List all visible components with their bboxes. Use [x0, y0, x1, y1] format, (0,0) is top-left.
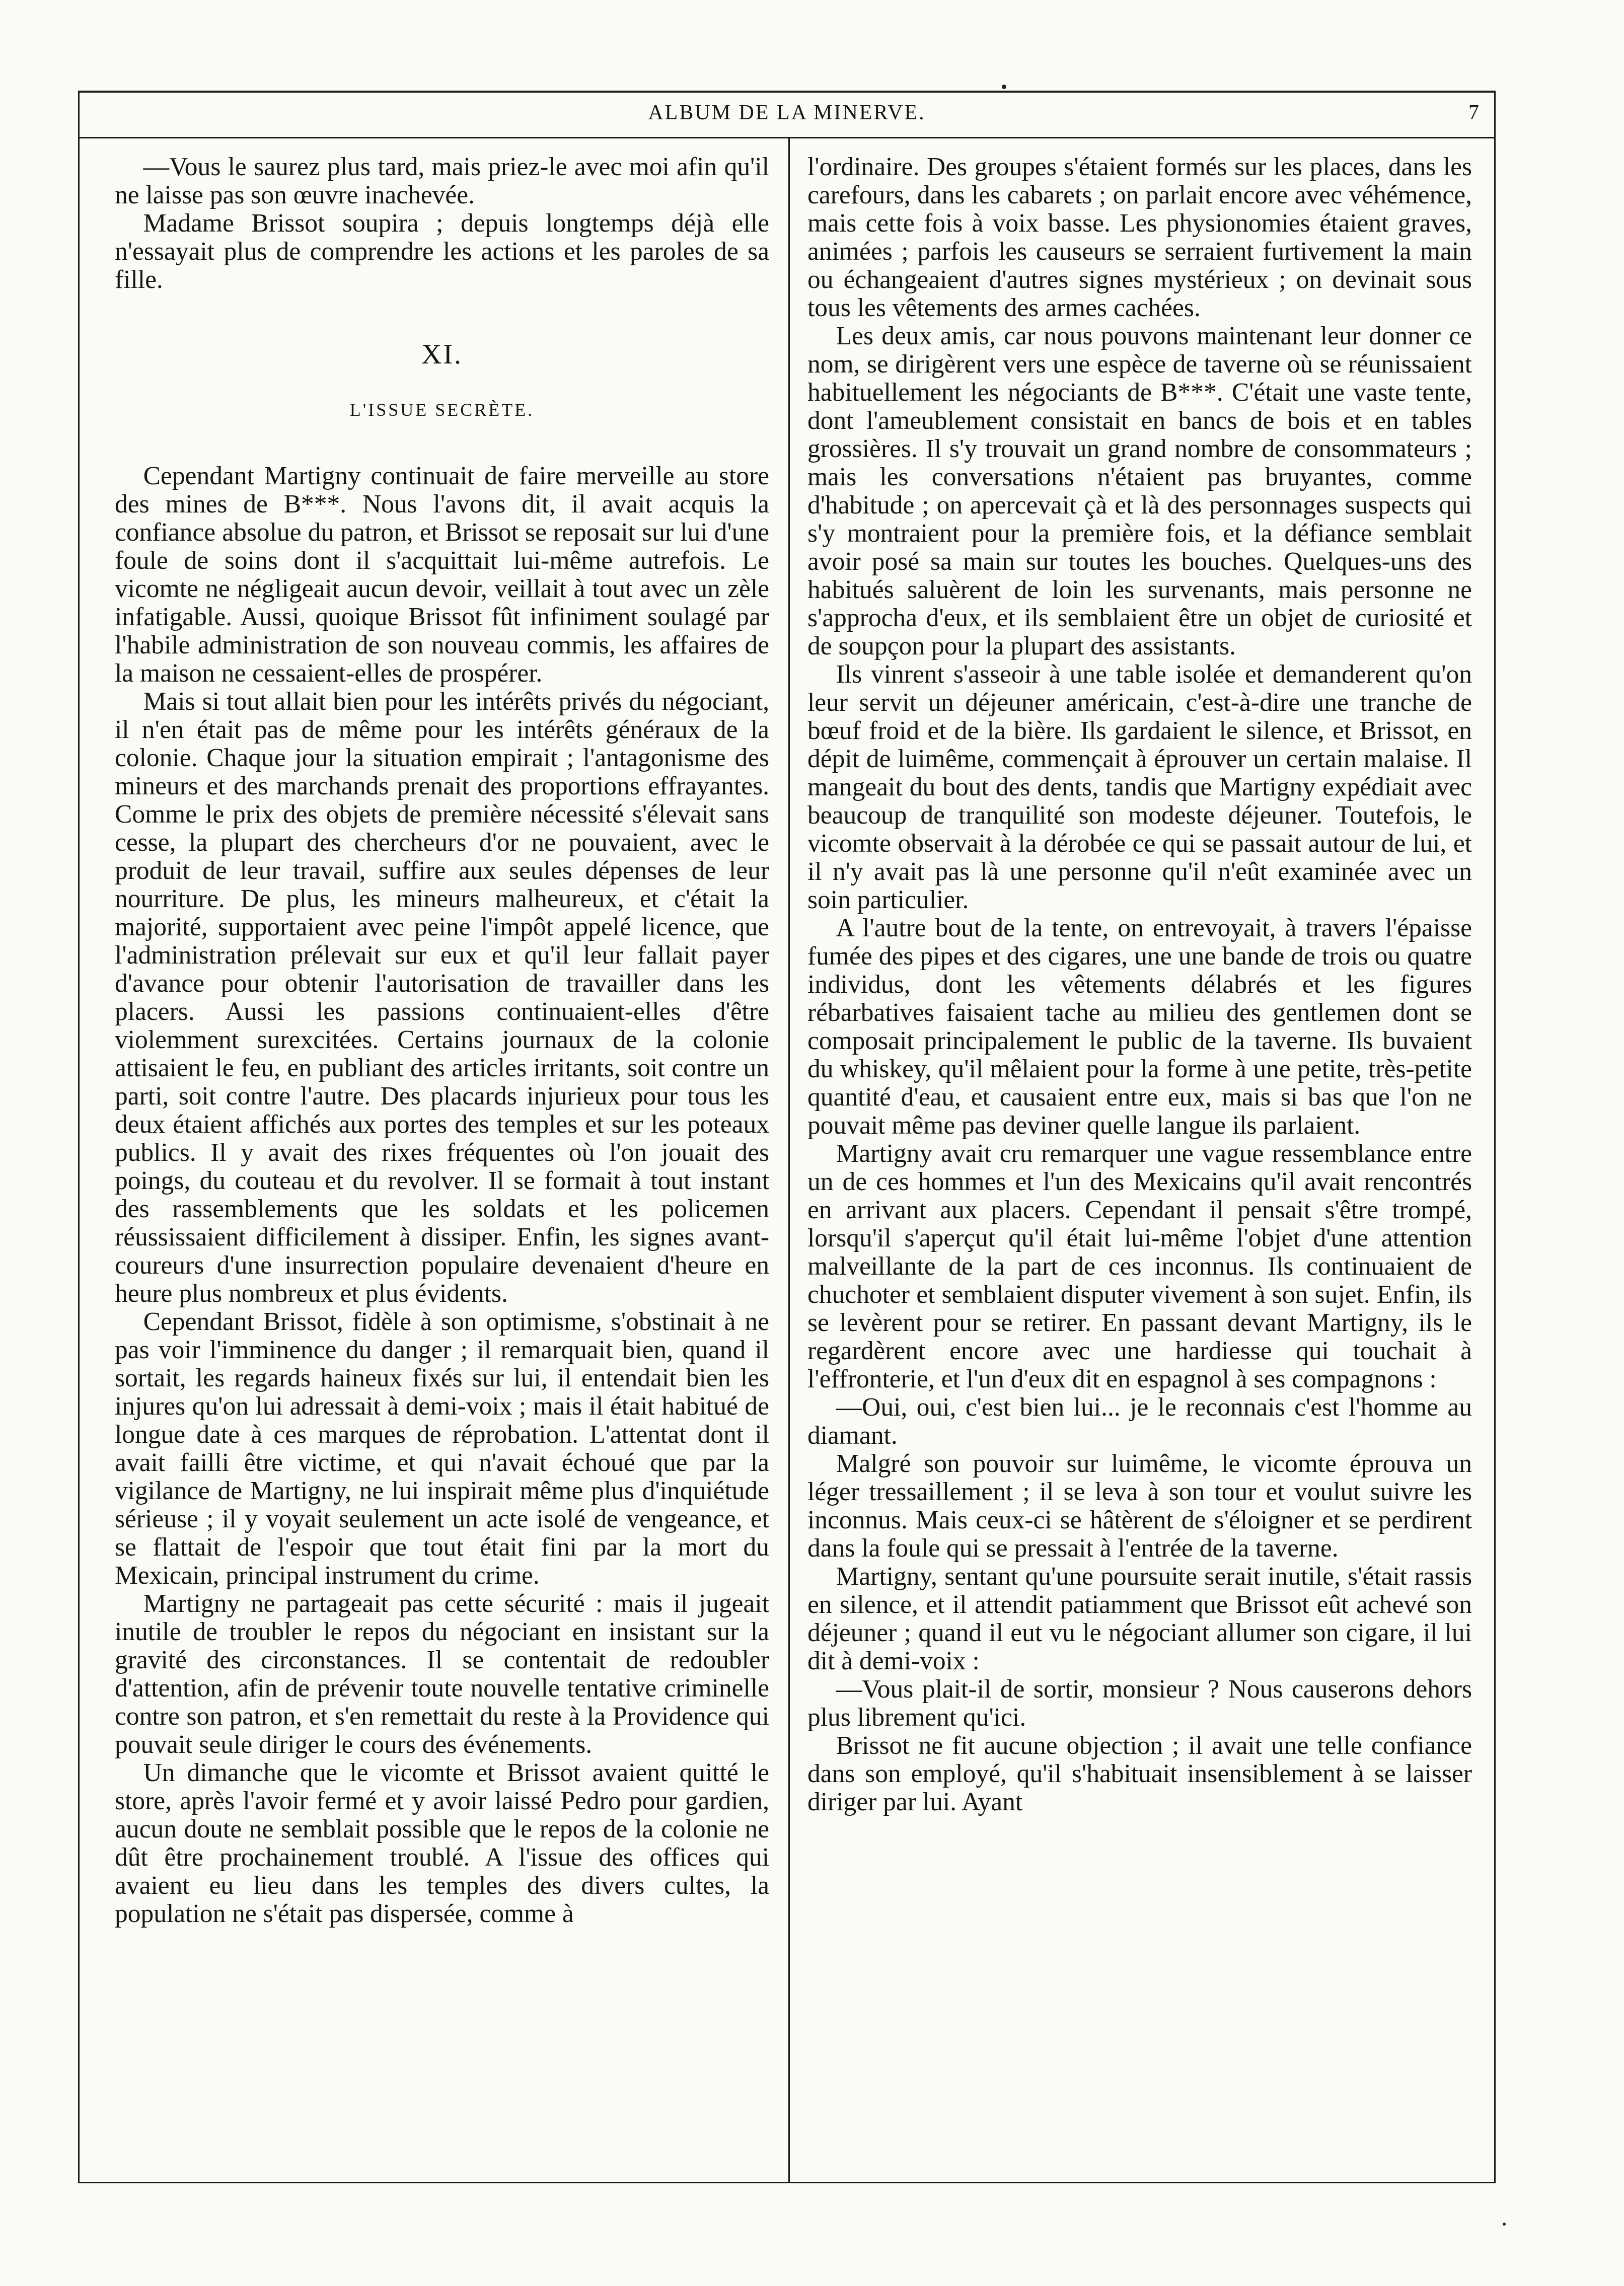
chapter-number: XI. — [421, 339, 463, 370]
paragraph: Martigny avait cru remarquer une vague ressemblance entre un de ces hommes et l'un des Mexicains qu'il avait rencontrés en arrivant aux placers. Cependant il pensait s'être trompé, lorsqu'il s'aperçut qu'il était lui-même l'objet d'une attention malveillante de la part de ces inconnus. Ils continuaient de chuchoter et semblaient disputer vivement à son sujet. Enfin, ils se levèrent pour se retirer. En passant devant Martigny, ils le regardèrent encore avec une hardiesse qui touchait à l'effronterie, et l'un d'eux dit en espagnol à ses compagnons : — [807, 1139, 1472, 1393]
paragraph: A l'autre bout de la tente, on entrevoyait, à travers l'épaisse fumée des pipes et des cigares, une une bande de trois ou quatre individus, dont les vêtements délabrés et les figures rébarbatives faisaient tache au milieu des gentlemen dont se composait principalement le public de la taverne. Ils buvaient du whiskey, qu'il mêlaient pour la forme à une petite, très-petite quantité d'eau, et causaient entre eux, mais si bas que l'on ne pouvait même pas deviner quelle langue ils parlaient. — [807, 914, 1472, 1140]
right-column — [807, 153, 1472, 2152]
left-column — [115, 153, 769, 2152]
column-divider — [788, 138, 790, 2182]
paragraph: Martigny ne partageait pas cette sécurité : mais il jugeait inutile de troubler le repos du négociant en insistant sur la gravité des circonstances. Il se contentait de redoubler d'attention, afin de prévenir toute nouvelle tentative criminelle contre son patron, et s'en remettait du reste à la Providence qui pouvait seule diriger le cours des événements. — [115, 1589, 769, 1759]
paragraph: Les deux amis, car nous pouvons maintenant leur donner ce nom, se dirigèrent vers une espèce de taverne où se réunissaient habituellement les négociants de B***. C'était une vaste tente, dont l'ameublement consistait en bancs de bois et en tables grossières. Il s'y trouvait un grand nombre de consommateurs ; mais les conversations n'étaient pas bruyantes, comme d'habitude ; on apercevait çà et là des personnages suspects qui s'y montraient pour la première fois, et la défiance semblait avoir posé sa main sur toutes les bouches. Quelques-uns des habitués saluèrent de loin les survenants, mais personne ne s'approcha d'eux, et ils semblaient être un objet de curiosité et de soupçon pour la plupart des assistants. — [807, 322, 1472, 660]
paragraph: —Oui, oui, c'est bien lui... je le reconnais c'est l'homme au diamant. — [807, 1393, 1472, 1450]
paragraph-continuation: l'ordinaire. Des groupes s'étaient formés sur les places, dans les carefours, dans les cabarets ; on parlait encore avec véhémence, mais cette fois à voix basse. Les physionomies étaient graves, animées ; parfois les causeurs se serraient furtivement la main ou échangeaient d'autres signes mystérieux ; on devinait sous tous les vêtements des armes cachées. — [807, 153, 1472, 322]
paragraph: Un dimanche que le vicomte et Brissot avaient quitté le store, après l'avoir fermé et y avoir laissé Pedro pour gardien, aucun doute ne semblait possible que le repos de la colonie ne dût être prochainement troublé. A l'issue des offices qui avaient eu lieu dans les temples des divers cultes, la population ne s'était pas dispersée, comme à — [115, 1758, 769, 1928]
paragraph: Brissot ne fit aucune objection ; il avait une telle confiance dans son employé, qu'il s'habituait insensiblement à se laisser diriger par lui. Ayant — [807, 1731, 1472, 1816]
paragraph: Martigny, sentant qu'une poursuite serait inutile, s'était rassis en silence, et il attendit patiamment que Brissot eût achevé son déjeuner ; quand il eut vu le négociant allumer son cigare, il lui dit à demi-voix : — [807, 1562, 1472, 1675]
paragraph: Mais si tout allait bien pour les intérêts privés du négociant, il n'en était pas de même pour les intérêts généraux de la colonie. Chaque jour la situation empirait ; l'antagonisme des mineurs et des marchands prenait des proportions effrayantes. Comme le prix des objets de première nécessité s'élevait sans cesse, la plupart des chercheurs d'or ne pouvaient, avec le produit de leur travail, suffire aux seules dépenses de leur nourriture. De plus, les mineurs malheureux, et c'était la majorité, supportaient avec peine l'impôt appelé licence, que l'administration prélevait sur eux et qu'il leur fallait payer d'avance pour obtenir l'autorisation de travailler dans les placers. Aussi les passions continuaient-elles d'être violemment surexcitées. Certains journaux de la colonie attisaient le feu, en publiant des articles irritants, soit contre un parti, soit contre l'autre. Des placards injurieux pour tous les deux étaient affichés aux portes des temples et sur les poteaux publics. Il y avait des rixes fréquentes où l'on jouait des poings, du couteau et du revolver. Il se formait à tout instant des rassemblements que les soldats et les policemen réussissaient difficilement à dissiper. Enfin, les signes avant-coureurs d'une insurrection populaire devenaient d'heure en heure plus nombreux et plus évidents. — [115, 687, 769, 1308]
paragraph: Madame Brissot soupira ; depuis longtemps déjà elle n'essayait plus de comprendre les actions et les paroles de sa fille. — [115, 209, 769, 294]
ink-speck — [1002, 85, 1006, 89]
chapter-title: L'ISSUE SECRÈTE. — [349, 400, 535, 420]
paragraph: Ils vinrent s'asseoir à une table isolée et demanderent qu'on leur servit un déjeuner américain, c'est-à-dire une tranche de bœuf froid et de la bière. Ils gardaient le silence, et Brissot, en dépit de luimême, commençait à éprouver un certain malaise. Il mangeait du bout des dents, tandis que Martigny expédiait avec beaucoup de tranquilité son modeste déjeuner. Toutefois, le vicomte observait à la dérobée ce qui se passait autour de lui, et il n'y avait pas là une personne qu'il n'eût examinée avec un soin particulier. — [807, 660, 1472, 914]
paragraph: Cependant Brissot, fidèle à son optimisme, s'obstinait à ne pas voir l'imminence du danger ; il remarquait bien, quand il sortait, les regards haineux fixés sur lui, il entendait bien les injures qu'on lui adressait à demi-voix ; mais il était habitué de longue date à ces marques de réprobation. L'attentat dont il avait failli être victime, et qui n'avait échoué que par la vigilance de Martigny, ne lui inspirait même plus d'inquiétude sérieuse ; il y voyait seulement un acte isolé de vengeance, et se flattait de l'espoir que tout était fini par la mort du Mexicain, principal instrument du crime. — [115, 1307, 769, 1590]
header-rule — [80, 137, 1494, 138]
running-title: ALBUM DE LA MINERVE. — [648, 101, 926, 124]
paragraph: Malgré son pouvoir sur luimême, le vicomte éprouva un léger tressaillement ; il se leva à son tour et voulut suivre les inconnus. Mais ceux-ci se hâtèrent de s'éloigner et se perdirent dans la foule qui se pressait à l'entrée de la taverne. — [807, 1449, 1472, 1563]
paragraph: Cependant Martigny continuait de faire merveille au store des mines de B***. Nous l'avons dit, il avait acquis la confiance absolue du patron, et Brissot se reposait sur lui d'une foule de soins dont il s'acquittait lui-même autrefois. Le vicomte ne négligeait aucun devoir, veillait à tout avec un zèle infatigable. Aussi, quoique Brissot fût infiniment soulagé par l'habile administration de son nouveau commis, les affaires de la maison ne cessaient-elles de prospérer. — [115, 462, 769, 688]
paragraph: —Vous plait-il de sortir, monsieur ? Nous causerons dehors plus librement qu'ici. — [807, 1675, 1472, 1732]
page-number: 7 — [1468, 101, 1479, 124]
paragraph: —Vous le saurez plus tard, mais priez-le avec moi afin qu'il ne laisse pas son œuvre inachevée. — [115, 153, 769, 209]
page-frame — [78, 91, 1496, 2183]
ink-speck — [1503, 2223, 1506, 2226]
